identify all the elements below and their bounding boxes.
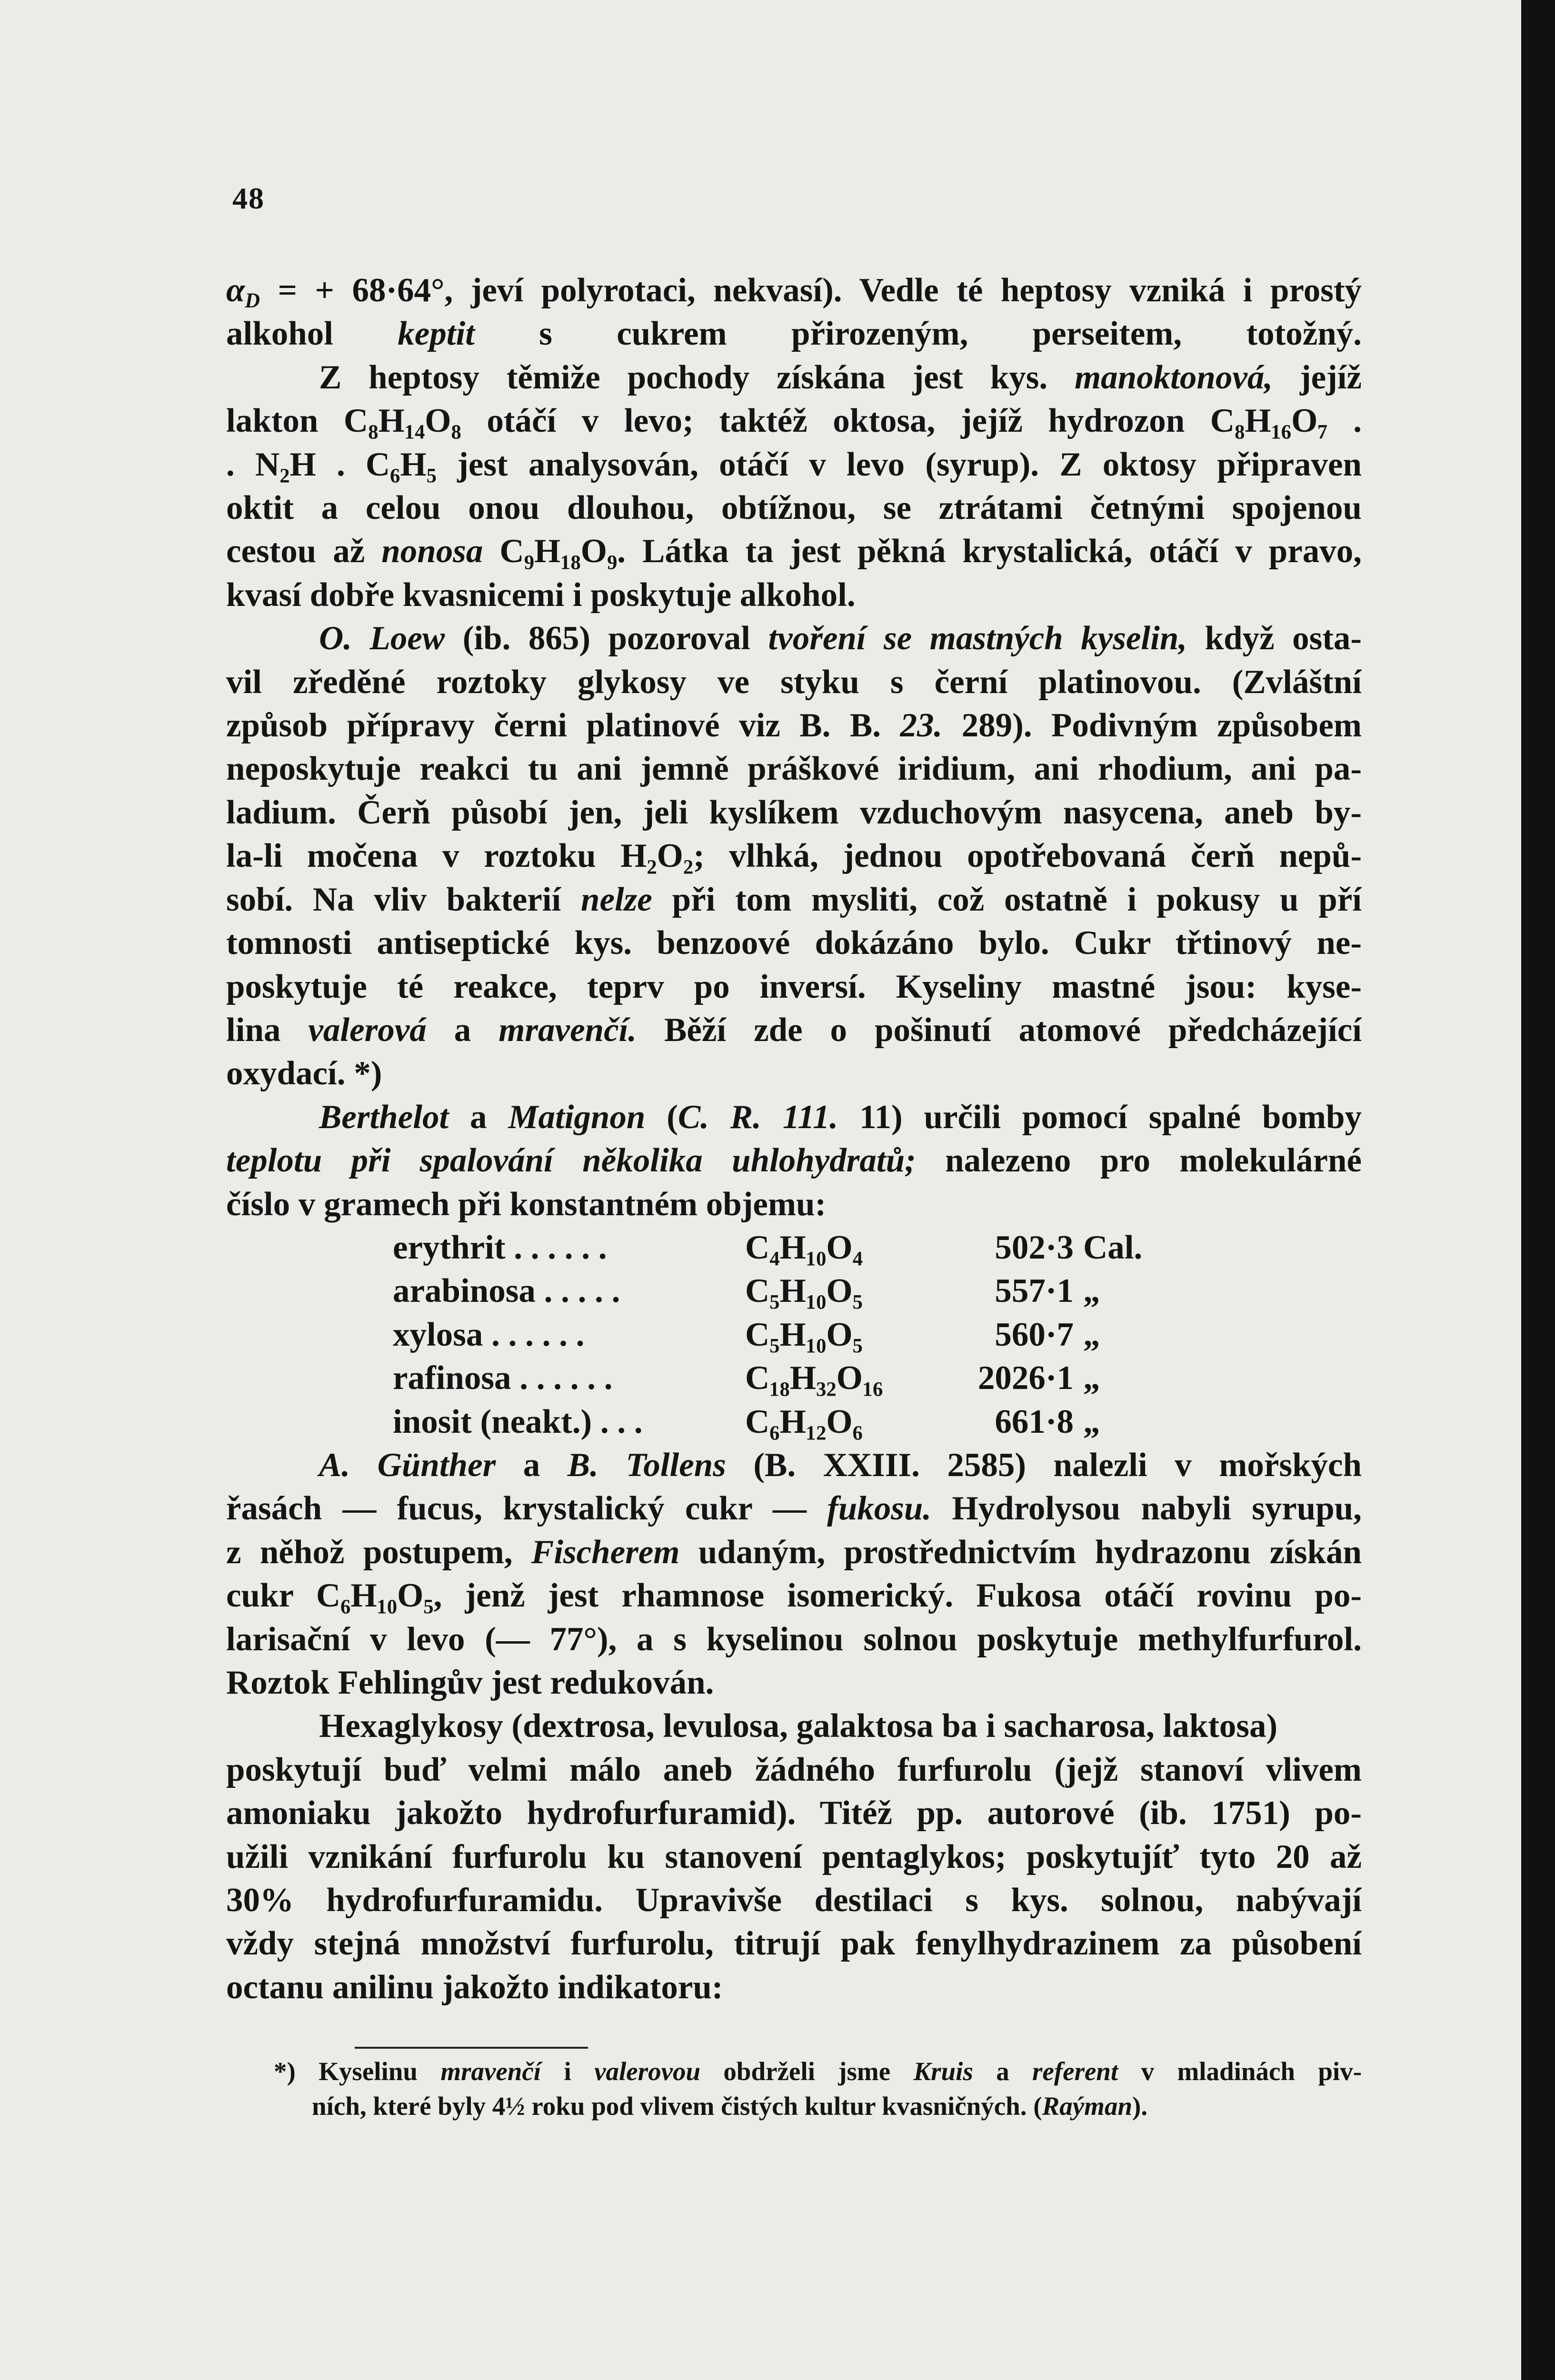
table-cell-name: arabinosa . . . . . <box>393 1272 620 1310</box>
text-line: O. Loew (ib. 865) pozoroval tvoření se mastných kyselin, když osta- <box>319 620 1362 657</box>
text-line: ladium. Čerň působí jen, jeli kyslíkem vzduchovým nasycena, aneb by- <box>226 793 1362 831</box>
table-cell-value: 557·1 <box>995 1272 1074 1310</box>
table-row <box>393 1313 1178 1357</box>
text-line: lina valerová a mravenčí. Běží zde o pošinutí atomové předcházející <box>226 1011 1362 1049</box>
footnote-line: *) Kyselinu mravenčí i valerovou obdrželi jsme Kruis a referent v mladinách piv- <box>274 2057 1362 2086</box>
table-cell-formula: C₅H₁₀O₅ <box>745 1316 863 1353</box>
footnote <box>274 2054 1362 2123</box>
text-line: poskytují buď velmi málo aneb žádného furfurolu (jejž stanoví vlivem <box>226 1751 1362 1788</box>
table-cell-name: erythrit . . . . . . <box>393 1229 607 1266</box>
page-number: 48 <box>232 181 265 215</box>
table-cell-value: 502·3 <box>995 1229 1074 1266</box>
text-line: řasách — fucus, krystalický cukr — fukosu. Hydrolysou nabyli syrupu, <box>226 1490 1362 1527</box>
text-line: amoniaku jakožto hydrofurfuramid). Titéž pp. autorové (ib. 1751) po- <box>226 1795 1362 1832</box>
combustion-heat-table <box>393 1226 1178 1444</box>
table-cell-name: inosit (neakt.) . . . <box>393 1403 643 1440</box>
text-line: sobí. Na vliv bakterií nelze při tom mysliti, což ostatně i pokusy u pří <box>226 881 1362 918</box>
table-cell-formula: C₅H₁₀O₅ <box>745 1272 863 1310</box>
text-line: 30% hydrofurfuramidu. Upravivše destilaci s kys. solnou, nabývají <box>226 1882 1362 1919</box>
text-line: oxydací. *) <box>226 1055 382 1092</box>
text-line: neposkytuje reakci tu ani jemně práškové iridium, ani rhodium, ani pa- <box>226 750 1362 788</box>
text-line: A. Günther a B. Tollens (B. XXIII. 2585) nalezli v mořských <box>319 1446 1362 1484</box>
text-line: cestou až nonosa C₉H₁₈O₉. Látka ta jest pěkná krystalická, otáčí v pravo, <box>226 533 1362 570</box>
text-line: lakton C₈H₁₄O₈ otáčí v levo; taktéž oktosa, jejíž hydrozon C₈H₁₆O₇ . <box>226 402 1362 440</box>
table-cell-unit: „ <box>1083 1403 1100 1440</box>
table-cell-value: 2026·1 <box>977 1359 1074 1397</box>
table-cell-formula: C₁₈H₃₂O₁₆ <box>745 1359 883 1397</box>
table-cell-name: rafinosa . . . . . . <box>393 1359 613 1397</box>
text-line: $\alpha_D$ = + 68·64°, jeví polyrotaci, nekvasí). Vedle té heptosy vzniká i prostý <box>226 272 1362 312</box>
text-line: Z heptosy těmiže pochody získána jest kys. manoktonová, jejíž <box>319 358 1362 396</box>
text-line: . N₂H . C₆H₅ jest analysován, otáčí v levo (syrup). Z oktosy připraven <box>226 446 1362 483</box>
table-row <box>393 1269 1178 1313</box>
table-row <box>393 1357 1178 1400</box>
text-line: kvasí dobře kvasnicemi i poskytuje alkohol. <box>226 576 856 614</box>
body-text <box>226 269 1362 2009</box>
text-line: oktit a celou onou dlouhou, obtížnou, se ztrátami četnými spojenou <box>226 489 1362 527</box>
table-cell-value: 661·8 <box>995 1403 1074 1440</box>
table-cell-unit: „ <box>1083 1316 1100 1353</box>
footnote-rule <box>355 2047 588 2049</box>
text-line: alkohol keptit s cukrem přirozeným, perseitem, totožný. <box>226 315 1362 353</box>
table-cell-value: 560·7 <box>995 1316 1074 1353</box>
text-line: poskytuje té reakce, teprv po inversí. Kyseliny mastné jsou: kyse- <box>226 968 1362 1005</box>
text-line: vždy stejná množství furfurolu, titrují pak fenylhydrazinem za působení <box>226 1925 1362 1963</box>
table-row <box>393 1226 1178 1269</box>
table-cell-formula: C₆H₁₂O₆ <box>745 1403 863 1440</box>
text-line: octanu anilinu jakožto indikatoru: <box>226 1968 723 2006</box>
text-line: užili vznikání furfurolu ku stanovení pentaglykos; poskytujíť tyto 20 až <box>226 1838 1362 1875</box>
text-line: teplotu při spalování několika uhlohydratů; nalezeno pro molekulárné <box>226 1142 1362 1180</box>
table-row <box>393 1400 1178 1444</box>
table-cell-unit: „ <box>1083 1359 1100 1397</box>
text-line: cukr C₆H₁₀O₅, jenž jest rhamnose isomerický. Fukosa otáčí rovinu po- <box>226 1577 1362 1615</box>
scan-edge-shadow <box>1521 0 1555 2380</box>
text-line: vil zředěné roztoky glykosy ve styku s černí platinovou. (Zvláštní <box>226 663 1362 701</box>
text-line: způsob přípravy černi platinové viz B. B. 23. 289). Podivným způsobem <box>226 707 1362 744</box>
text-line: Hexaglykosy (dextrosa, levulosa, galaktosa ba i sacharosa, laktosa) <box>319 1707 1278 1745</box>
text-line: Berthelot a Matignon (C. R. 111. 11) určili pomocí spalné bomby <box>319 1098 1362 1136</box>
text-line: z něhož postupem, Fischerem udaným, prostřednictvím hydrazonu získán <box>226 1533 1362 1571</box>
text-line: tomnosti antiseptické kys. benzoové dokázáno bylo. Cukr třtinový ne- <box>226 924 1362 962</box>
text-line: larisační v levo (— 77°), a s kyselinou solnou poskytuje methylfurfurol. <box>226 1620 1362 1658</box>
footnote-line: ních, které byly 4½ roku pod vlivem čistých kultur kvasničných. (Raýman). <box>312 2092 1148 2121</box>
table-cell-formula: C₄H₁₀O₄ <box>745 1229 863 1266</box>
text-line: la-li močena v roztoku H₂O₂; vlhká, jednou opotřebovaná čerň nepů- <box>226 837 1362 875</box>
table-cell-unit: „ <box>1083 1272 1100 1310</box>
text-line: Roztok Fehlingův jest redukován. <box>226 1664 714 1701</box>
table-cell-unit: Cal. <box>1083 1229 1143 1266</box>
table-cell-name: xylosa . . . . . . <box>393 1316 585 1353</box>
text-line: číslo v gramech při konstantném objemu: <box>226 1185 827 1223</box>
